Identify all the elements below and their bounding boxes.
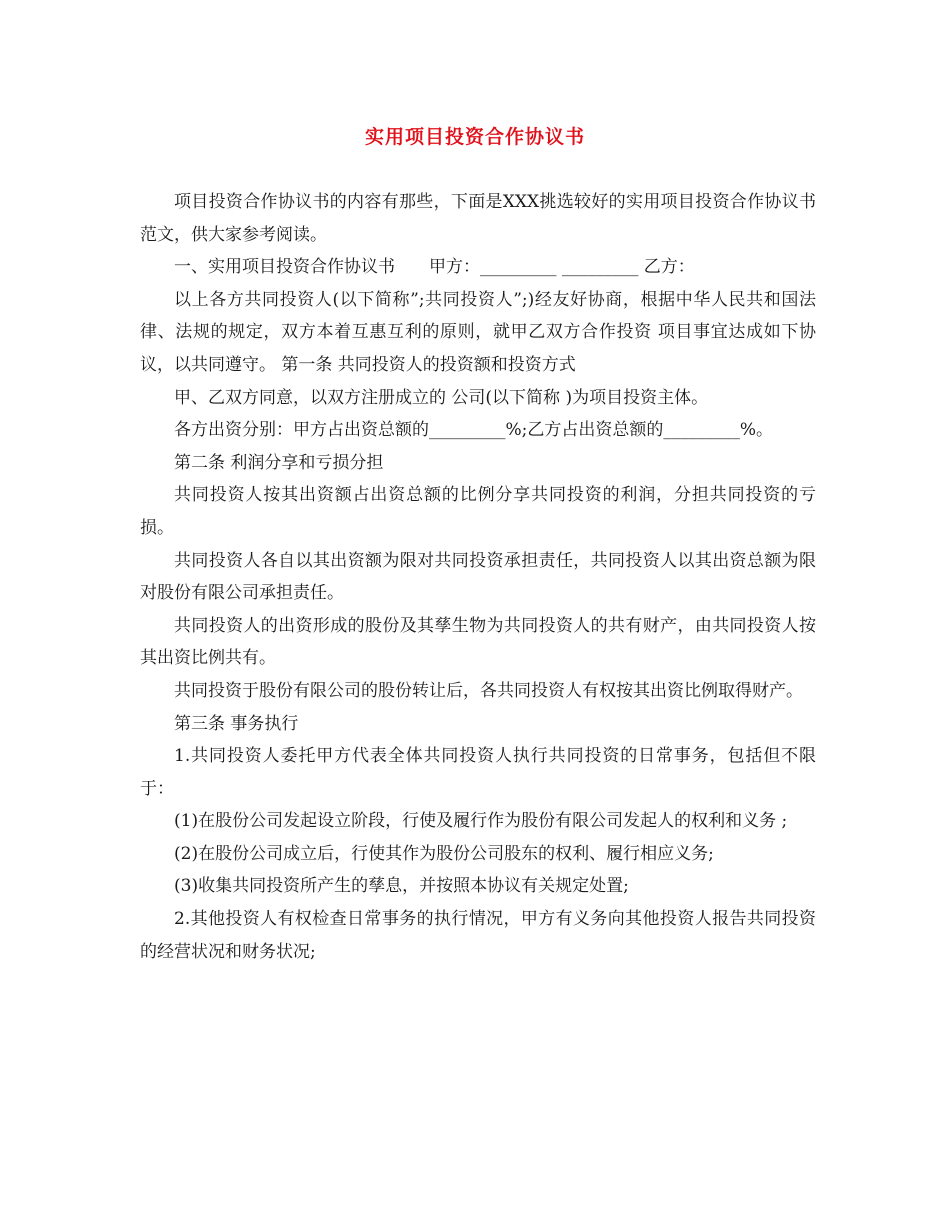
paragraph-inspection-rights: 2.其他投资人有权检查日常事务的执行情况，甲方有义务向其他投资人报告共同投资的经营状况和财务状况; [140,909,816,962]
paragraph-investment-entity: 甲、乙双方同意，以双方注册成立的 公司(以下简称 )为项目投资主体。 [174,387,709,408]
paragraph-parties: 一、实用项目投资合作协议书 甲方：_________ _________ 乙方： [174,257,695,278]
paragraph-item-3: (3)收集共同投资所产生的孳息，并按照本协议有关规定处置; [174,876,629,897]
paragraph-preamble: 以上各方共同投资人(以下简称”;共同投资人”;)经友好协商，根据中华人民共和国法律、法规的规定，双方本着互惠互利的原则，就甲乙双方合作投资 项目事宜达成如下协议，以共同遵守。 第一条 共同投资人的投资额和投资方式 [140,289,816,375]
paragraph-liability: 共同投资人各自以其出资额为限对共同投资承担责任，共同投资人以其出资总额为限对股份有限公司承担责任。 [140,550,816,604]
paragraph-intro: 项目投资合作协议书的内容有那些，下面是XXX挑选较好的实用项目投资合作协议书范文，供大家参考阅读。 [140,192,816,245]
document-body [140,186,816,968]
paragraph-contribution-shares: 各方出资分别：甲方占出资总额的_________%;乙方占出资总额的_________%。 [174,420,774,441]
paragraph-profit-sharing: 共同投资人按其出资额占出资总额的比例分享共同投资的利润，分担共同投资的亏损。 [140,485,816,538]
paragraph-share-transfer: 共同投资于股份有限公司的股份转让后，各共同投资人有权按其出资比例取得财产。 [174,680,803,701]
paragraph-common-property: 共同投资人的出资形成的股份及其孳生物为共同投资人的共有财产，由共同投资人按其出资比例共有。 [140,615,816,669]
paragraph-item-1: (1)在股份公司发起设立阶段，行使及履行作为股份有限公司发起人的权利和义务 ; [174,811,788,832]
paragraph-delegation: 1.共同投资人委托甲方代表全体共同投资人执行共同投资的日常事务，包括但不限于： [140,746,816,799]
heading-article-2: 第二条 利润分享和亏损分担 [174,452,384,473]
paragraph-item-2: (2)在股份公司成立后，行使其作为股份公司股东的权利、履行相应义务; [174,843,714,864]
heading-article-3: 第三条 事务执行 [174,713,299,734]
document-title: 实用项目投资合作协议书 [364,126,585,148]
